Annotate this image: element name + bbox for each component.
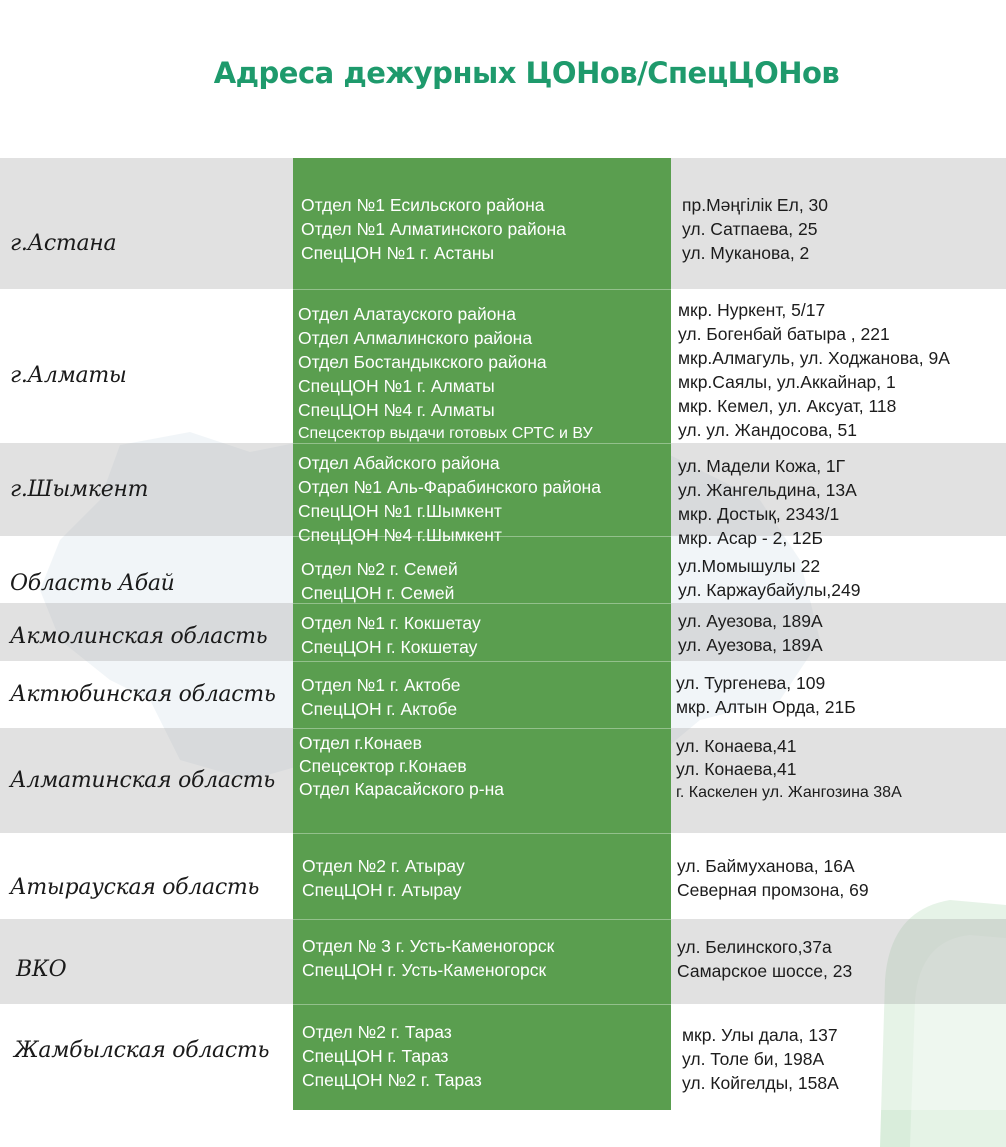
address-list xyxy=(678,298,950,442)
address-item: мкр. Нуркент, 5/17 xyxy=(678,300,826,320)
department-item: Отдел №2 г. Семей xyxy=(301,559,458,579)
department-item: Отдел Алмалинского района xyxy=(298,328,533,348)
row-divider xyxy=(293,289,671,290)
department-list xyxy=(298,451,601,547)
department-item: Отдел №1 Алматинского района xyxy=(301,219,566,239)
address-item: ул. Жангельдина, 13А xyxy=(678,480,857,500)
address-item: ул. Мадели Кожа, 1Г xyxy=(678,456,846,476)
department-list xyxy=(302,854,465,902)
address-list xyxy=(678,609,823,657)
address-item: ул. Сатпаева, 25 xyxy=(682,219,818,239)
department-list xyxy=(301,673,460,721)
address-item: ул.Момышулы 22 xyxy=(678,556,821,576)
address-item: ул. Муканова, 2 xyxy=(682,243,810,263)
department-item: Отдел Карасайского р-на xyxy=(299,779,505,799)
department-item: Отдел №1 г. Актобе xyxy=(301,675,461,695)
address-item: мкр.Алмагуль, ул. Ходжанова, 9А xyxy=(678,348,950,368)
department-item: СпецЦОН г. Тараз xyxy=(302,1046,449,1066)
address-list xyxy=(678,454,857,550)
address-item: мкр.Саялы, ул.Аккайнар, 1 xyxy=(678,372,896,392)
department-item: Спецсектор г.Конаев xyxy=(299,756,467,776)
address-list xyxy=(682,193,828,265)
department-item: СпецЦОН №4 г.Шымкент xyxy=(298,525,502,545)
department-item: Спецсектор выдачи готовых СРТС и ВУ xyxy=(298,425,593,442)
address-item: ул. Койгелды, 158А xyxy=(682,1073,839,1093)
region-label: Жамбылская область xyxy=(14,1037,270,1063)
address-item: ул. Конаева,41 xyxy=(676,736,797,756)
address-item: мкр. Асар - 2, 12Б xyxy=(678,528,823,548)
address-item: ул. Конаева,41 xyxy=(676,759,797,779)
region-label: г.Астана xyxy=(10,231,117,256)
department-item: Отдел №1 Есильского района xyxy=(301,195,545,215)
address-item: ул. ул. Жандосова, 51 xyxy=(678,420,857,440)
department-item: Отдел г.Конаев xyxy=(299,733,422,753)
address-list xyxy=(682,1023,839,1095)
department-item: Отдел №2 г. Тараз xyxy=(302,1022,452,1042)
address-item: ул. Тургенева, 109 xyxy=(676,673,826,693)
region-label: Акмолинская область xyxy=(10,623,268,649)
row-divider xyxy=(293,661,671,662)
address-list xyxy=(676,735,902,804)
address-item: ул. Толе би, 198А xyxy=(682,1049,825,1069)
department-list xyxy=(301,557,458,605)
department-item: Отдел Бостандыкского района xyxy=(298,352,547,372)
address-item: г. Каскелен ул. Жангозина 38А xyxy=(676,784,902,801)
address-item: ул. Ауезова, 189А xyxy=(678,611,823,631)
region-label: ВКО xyxy=(16,956,67,982)
department-item: Отдел Абайского района xyxy=(298,453,500,473)
department-list xyxy=(301,611,481,659)
row-divider xyxy=(293,919,671,920)
department-item: СпецЦОН г. Семей xyxy=(301,583,455,603)
address-item: ул. Каржаубайулы,249 xyxy=(678,580,861,600)
department-item: СпецЦОН №2 г. Тараз xyxy=(302,1070,482,1090)
address-item: мкр. Алтын Орда, 21Б xyxy=(676,697,856,717)
department-item: Отдел №1 Аль-Фарабинского района xyxy=(298,477,601,497)
department-item: СпецЦОН г. Кокшетау xyxy=(301,637,478,657)
region-label: Область Абай xyxy=(10,571,175,596)
address-item: ул. Белинского,37а xyxy=(677,937,832,957)
address-item: мкр. Кемел, ул. Аксуат, 118 xyxy=(678,396,897,416)
row-divider xyxy=(293,833,671,834)
address-list xyxy=(678,554,861,602)
address-item: Северная промзона, 69 xyxy=(677,880,869,900)
department-item: СпецЦОН №1 г.Шымкент xyxy=(298,501,502,521)
department-list xyxy=(302,934,554,982)
address-item: мкр. Улы дала, 137 xyxy=(682,1025,838,1045)
region-label: г.Алматы xyxy=(10,362,127,388)
region-label: Атырауская область xyxy=(10,874,260,900)
department-item: СпецЦОН г. Атырау xyxy=(302,880,462,900)
department-item: СпецЦОН г. Актобе xyxy=(301,699,458,719)
department-item: СпецЦОН г. Усть-Каменогорск xyxy=(302,960,547,980)
region-label: Актюбинская область xyxy=(10,681,276,707)
department-item: СпецЦОН №1 г. Алматы xyxy=(298,376,495,396)
department-list xyxy=(299,732,504,801)
row-divider xyxy=(293,728,671,729)
row-divider xyxy=(293,1004,671,1005)
department-list xyxy=(298,302,593,446)
address-list xyxy=(677,854,869,902)
address-item: ул. Баймуханова, 16А xyxy=(677,856,855,876)
department-list xyxy=(302,1020,482,1092)
department-item: Отдел Алатауского района xyxy=(298,304,516,324)
address-item: пр.Мәңгілік Ел, 30 xyxy=(682,195,829,215)
page-title: Адреса дежурных ЦОНов/СпецЦОНов xyxy=(213,56,840,90)
region-label: Алматинская область xyxy=(10,768,275,793)
department-item: Отдел № 3 г. Усть-Каменогорск xyxy=(302,936,555,956)
department-item: Отдел №1 г. Кокшетау xyxy=(301,613,481,633)
department-item: СпецЦОН №4 г. Алматы xyxy=(298,400,495,420)
department-list xyxy=(301,193,566,265)
address-list xyxy=(677,935,852,983)
address-item: ул. Богенбай батыра , 221 xyxy=(678,324,890,344)
region-label: г.Шымкент xyxy=(10,477,149,502)
address-list xyxy=(676,671,856,719)
address-item: Самарское шоссе, 23 xyxy=(677,961,853,981)
address-item: ул. Ауезова, 189А xyxy=(678,635,823,655)
department-item: Отдел №2 г. Атырау xyxy=(302,856,465,876)
address-item: мкр. Достық, 2343/1 xyxy=(678,504,840,524)
department-item: СпецЦОН №1 г. Астаны xyxy=(301,243,495,263)
